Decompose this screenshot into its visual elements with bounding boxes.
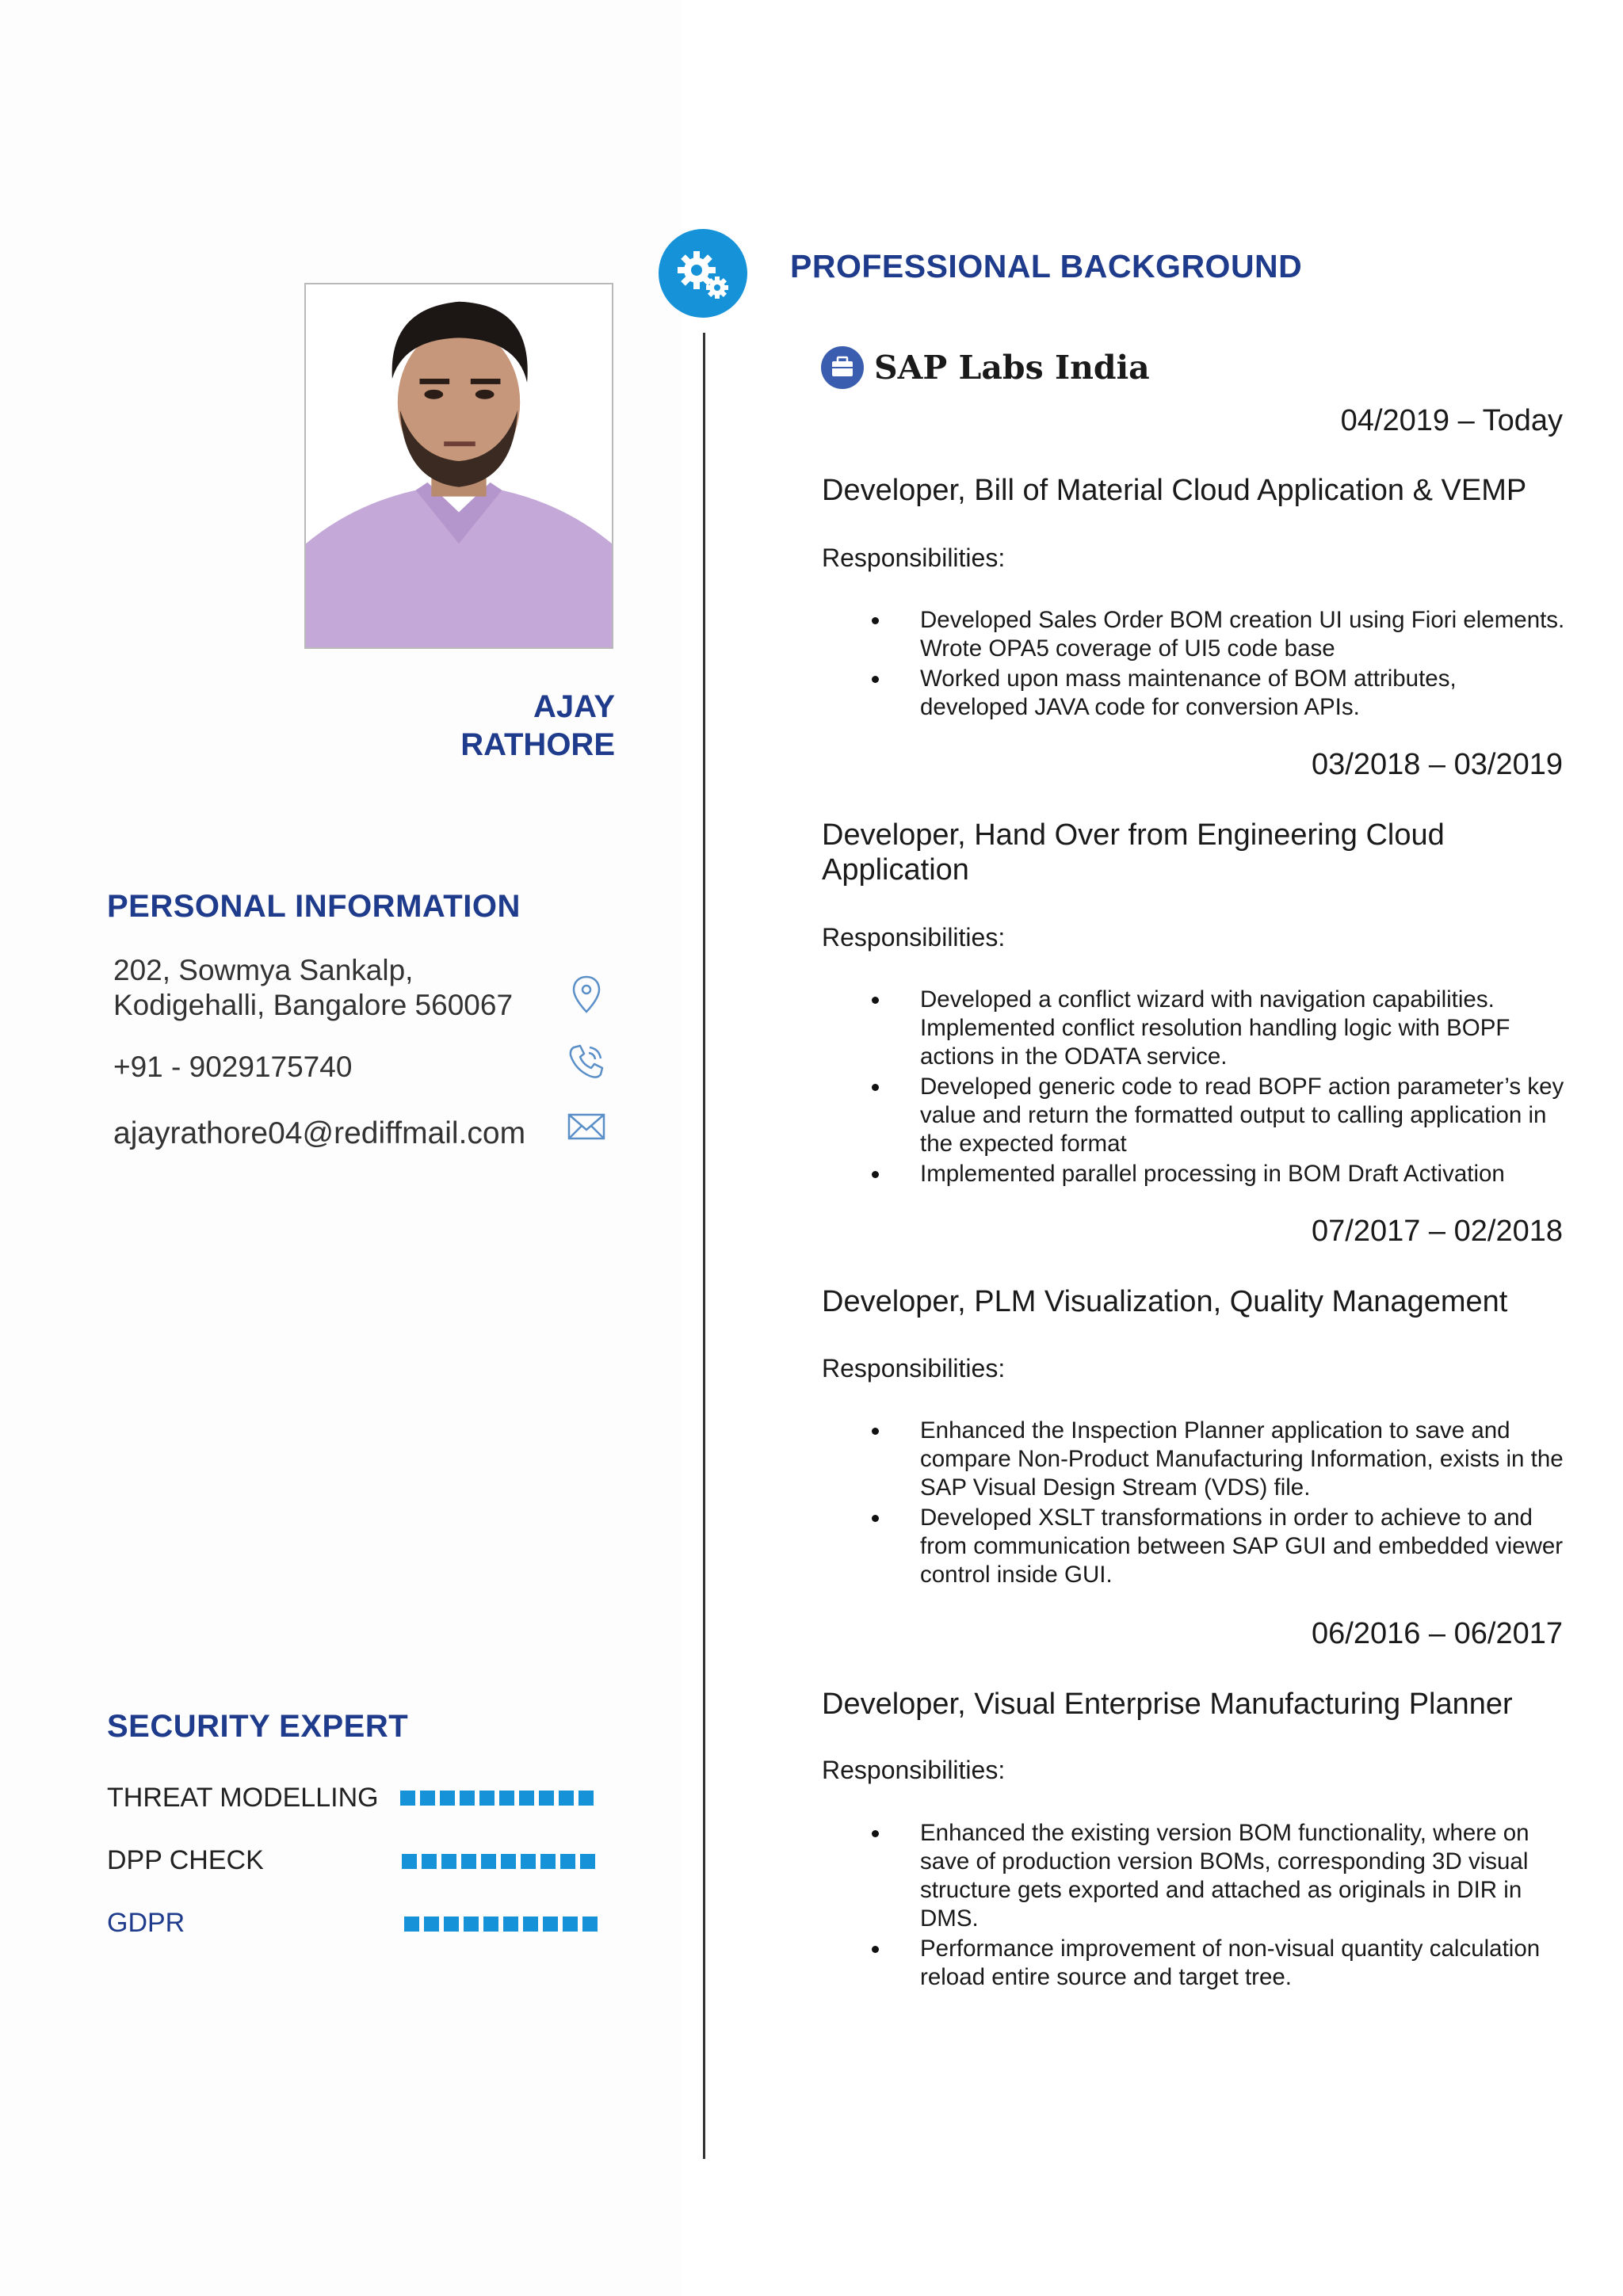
first-name: AJAY bbox=[533, 689, 615, 724]
list-item: Developed Sales Order BOM creation UI using Fiori elements. Wrote OPA5 coverage of UI5 code base bbox=[822, 606, 1567, 663]
skill-label-gdpr: GDPR bbox=[107, 1908, 185, 1938]
last-name: RATHORE bbox=[460, 727, 615, 762]
skill-label-dpp-check: DPP CHECK bbox=[107, 1845, 264, 1875]
skill-label-threat-modelling: THREAT MODELLING bbox=[107, 1783, 379, 1813]
job-title: Developer, Hand Over from Engineering Cloud Application bbox=[822, 818, 1445, 887]
profile-photo bbox=[304, 283, 613, 649]
briefcase-icon bbox=[821, 346, 864, 389]
address-line-1: 202, Sowmya Sankalp, bbox=[113, 954, 414, 986]
responsibilities-list bbox=[822, 1417, 1567, 1591]
professional-background-heading: PROFESSIONAL BACKGROUND bbox=[790, 248, 1303, 284]
list-item: Implemented parallel processing in BOM Draft Activation bbox=[822, 1160, 1567, 1188]
candidate-name bbox=[304, 688, 615, 764]
responsibilities-label: Responsibilities: bbox=[822, 1354, 1006, 1383]
gears-icon bbox=[659, 229, 747, 318]
responsibilities-label: Responsibilities: bbox=[822, 923, 1006, 952]
skill-rating-gdpr bbox=[404, 1917, 598, 1932]
list-item: Developed XSLT transformations in order to achieve to and from communication between SAP GUI and embedded viewer control inside GUI. bbox=[822, 1504, 1567, 1589]
responsibilities-label: Responsibilities: bbox=[822, 543, 1006, 572]
location-pin-icon bbox=[566, 974, 607, 1015]
phone-number: +91 - 9029175740 bbox=[113, 1051, 353, 1083]
list-item: Enhanced the Inspection Planner application to save and compare Non-Product Manufacturing Information, exists in the SAP Visual Design Stream (VDS) file. bbox=[822, 1417, 1567, 1502]
list-item: Performance improvement of non-visual quantity calculation reload entire source and target tree. bbox=[822, 1935, 1567, 1992]
list-item: Developed a conflict wizard with navigation capabilities. Implemented conflict resolution handling logic with BOPF actions in the ODATA service. bbox=[822, 986, 1567, 1071]
timeline-divider bbox=[703, 333, 705, 2159]
job-date: 06/2016 – 06/2017 bbox=[1312, 1617, 1563, 1650]
address bbox=[113, 953, 513, 1023]
phone-icon bbox=[566, 1041, 607, 1082]
address-line-2: Kodigehalli, Bangalore 560067 bbox=[113, 989, 514, 1021]
email-address[interactable]: ajayrathore04@rediffmail.com bbox=[113, 1116, 526, 1150]
skill-rating-dpp-check bbox=[402, 1854, 595, 1869]
job-title: Developer, Visual Enterprise Manufacturing Planner bbox=[822, 1688, 1513, 1721]
skill-rating-threat-modelling bbox=[400, 1791, 594, 1806]
job-date: 03/2018 – 03/2019 bbox=[1312, 748, 1563, 781]
job-date: 04/2019 – Today bbox=[1340, 404, 1563, 437]
list-item: Worked upon mass maintenance of BOM attributes, developed JAVA code for conversion APIs. bbox=[822, 665, 1567, 722]
responsibilities-list bbox=[822, 986, 1567, 1190]
list-item: Developed generic code to read BOPF action parameter’s key value and return the formatted output to calling application in the expected format bbox=[822, 1073, 1567, 1158]
list-item: Enhanced the existing version BOM functionality, where on save of production version BOMs, corresponding 3D visual structure gets exported and attached as originals in DIR in DMS. bbox=[822, 1819, 1567, 1933]
job-title: Developer, PLM Visualization, Quality Management bbox=[822, 1285, 1508, 1318]
responsibilities-list bbox=[822, 606, 1567, 723]
company-name: SAP Labs India bbox=[874, 349, 1150, 387]
skills-heading: SECURITY EXPERT bbox=[107, 1709, 409, 1744]
responsibilities-label: Responsibilities: bbox=[822, 1756, 1006, 1784]
personal-info-heading: PERSONAL INFORMATION bbox=[107, 889, 521, 924]
responsibilities-list bbox=[822, 1819, 1567, 1993]
mail-icon bbox=[566, 1106, 607, 1147]
job-title: Developer, Bill of Material Cloud Application & VEMP bbox=[822, 474, 1527, 507]
job-date: 07/2017 – 02/2018 bbox=[1312, 1215, 1563, 1248]
